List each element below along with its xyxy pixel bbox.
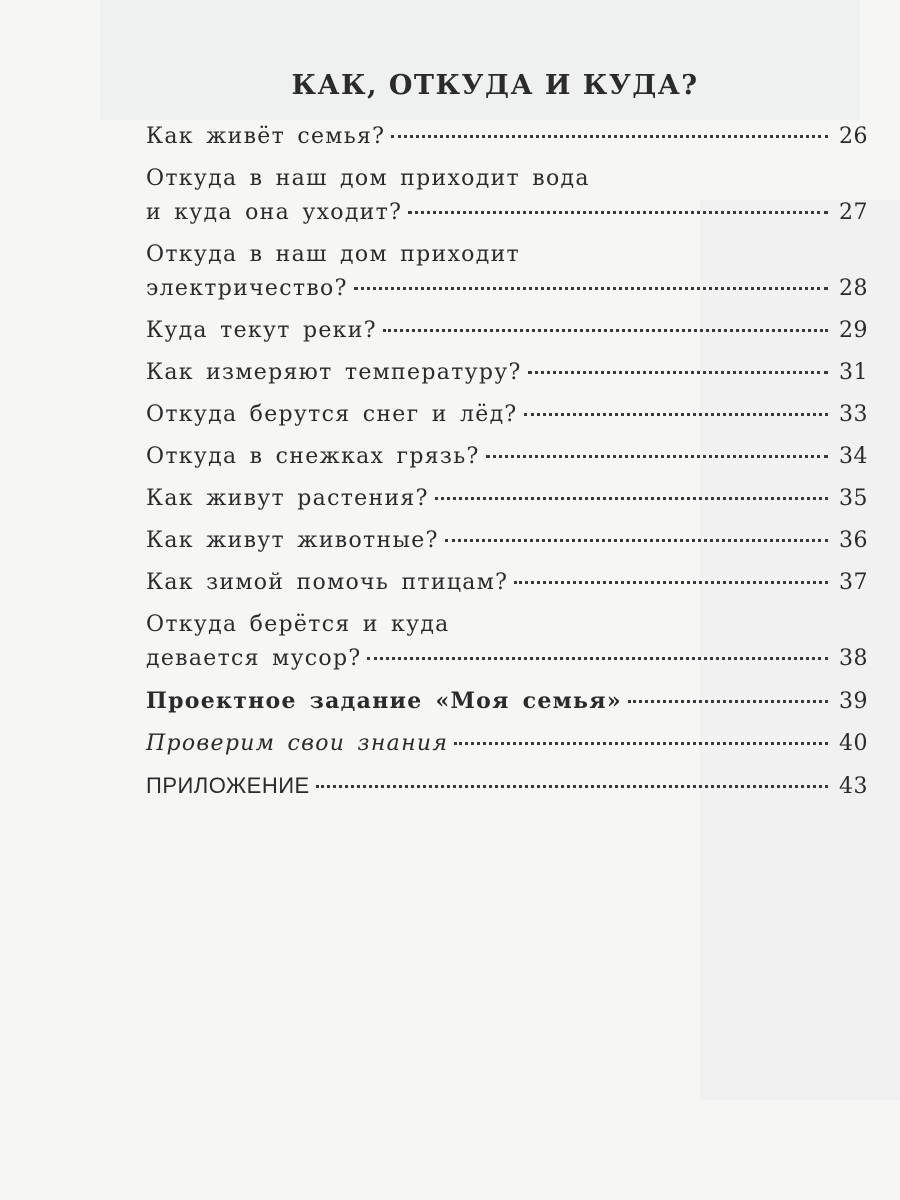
dot-leader bbox=[628, 700, 828, 703]
show-through-shading bbox=[100, 0, 860, 120]
toc-entry-line bbox=[146, 356, 868, 390]
toc-page-number: 37 bbox=[839, 570, 868, 595]
toc-entry bbox=[146, 120, 868, 154]
toc-entry-title: Как живут растения? bbox=[146, 486, 429, 511]
toc-entry-line bbox=[146, 566, 868, 600]
toc-entry-title-line: Откуда берётся и куда bbox=[146, 612, 450, 637]
toc-entry-line bbox=[146, 642, 868, 676]
dot-leader bbox=[391, 135, 828, 138]
toc-entry bbox=[146, 238, 868, 306]
toc-entry bbox=[146, 440, 868, 474]
toc-entry-line bbox=[146, 684, 868, 719]
dot-leader bbox=[454, 742, 828, 745]
dot-leader bbox=[367, 657, 828, 660]
toc-entry-line bbox=[146, 272, 868, 306]
dot-leader bbox=[383, 329, 828, 332]
toc-entry bbox=[146, 356, 868, 390]
toc-page-number: 35 bbox=[839, 486, 868, 511]
toc-entry-title: Как измеряют температуру? bbox=[146, 360, 522, 385]
toc-entry bbox=[146, 727, 868, 761]
toc-entry-title: Проверим свои знания bbox=[146, 731, 449, 756]
toc-page-number: 39 bbox=[839, 689, 868, 714]
toc-page-number: 27 bbox=[839, 200, 868, 225]
toc-entry-title: Как живут животные? bbox=[146, 528, 439, 553]
toc-entry bbox=[146, 566, 868, 600]
toc-entry bbox=[146, 162, 868, 230]
toc-entry-line bbox=[146, 482, 868, 516]
toc-page-number: 38 bbox=[839, 646, 868, 671]
toc-entry bbox=[146, 482, 868, 516]
toc-entry-line bbox=[146, 314, 868, 348]
toc-entry-title: Как живёт семья? bbox=[146, 124, 386, 149]
toc-entry bbox=[146, 398, 868, 432]
toc-entry bbox=[146, 608, 868, 676]
toc-entry-line bbox=[146, 524, 868, 558]
dot-leader bbox=[354, 287, 828, 290]
toc-entry-line bbox=[146, 398, 868, 432]
toc-entry bbox=[146, 524, 868, 558]
toc-page-number: 33 bbox=[839, 402, 868, 427]
dot-leader bbox=[514, 581, 828, 584]
toc-entry-line bbox=[146, 727, 868, 761]
toc-entry-title: электричество? bbox=[146, 276, 348, 301]
toc-page-number: 34 bbox=[839, 444, 868, 469]
toc-entry-title: Как зимой помочь птицам? bbox=[146, 570, 509, 595]
toc-entry-line bbox=[146, 120, 868, 154]
dot-leader bbox=[316, 785, 828, 788]
toc-page-number: 26 bbox=[839, 124, 868, 149]
dot-leader bbox=[445, 539, 828, 542]
toc-page-number: 43 bbox=[839, 774, 868, 799]
toc-page-number: 36 bbox=[839, 528, 868, 553]
toc-entry-title: ПРИЛОЖЕНИЕ bbox=[146, 773, 310, 798]
table-of-contents bbox=[146, 120, 868, 812]
toc-entry-title: Откуда в снежках грязь? bbox=[146, 444, 480, 469]
toc-entry bbox=[146, 769, 868, 804]
dot-leader bbox=[486, 455, 828, 458]
toc-page-number: 31 bbox=[839, 360, 868, 385]
toc-entry-title: и куда она уходит? bbox=[146, 200, 403, 225]
toc-entry-line bbox=[146, 440, 868, 474]
toc-entry-title-line: Откуда в наш дом приходит bbox=[146, 242, 520, 267]
toc-page-number: 29 bbox=[839, 318, 868, 343]
toc-page-number: 40 bbox=[839, 731, 868, 756]
toc-entry-title: Откуда берутся снег и лёд? bbox=[146, 402, 518, 427]
toc-entry-title: Куда текут реки? bbox=[146, 318, 377, 343]
toc-entry bbox=[146, 684, 868, 719]
toc-page-number: 28 bbox=[839, 276, 868, 301]
dot-leader bbox=[528, 371, 828, 374]
section-title: КАК, ОТКУДА И КУДА? bbox=[291, 70, 699, 101]
toc-entry-title: девается мусор? bbox=[146, 646, 362, 671]
dot-leader bbox=[524, 413, 828, 416]
toc-entry-title: Проектное задание «Моя семья» bbox=[146, 688, 622, 714]
toc-entry-title-line: Откуда в наш дом приходит вода bbox=[146, 166, 590, 191]
dot-leader bbox=[435, 497, 828, 500]
toc-entry bbox=[146, 314, 868, 348]
toc-entry-line bbox=[146, 769, 868, 804]
dot-leader bbox=[408, 211, 828, 214]
toc-entry-line bbox=[146, 196, 868, 230]
